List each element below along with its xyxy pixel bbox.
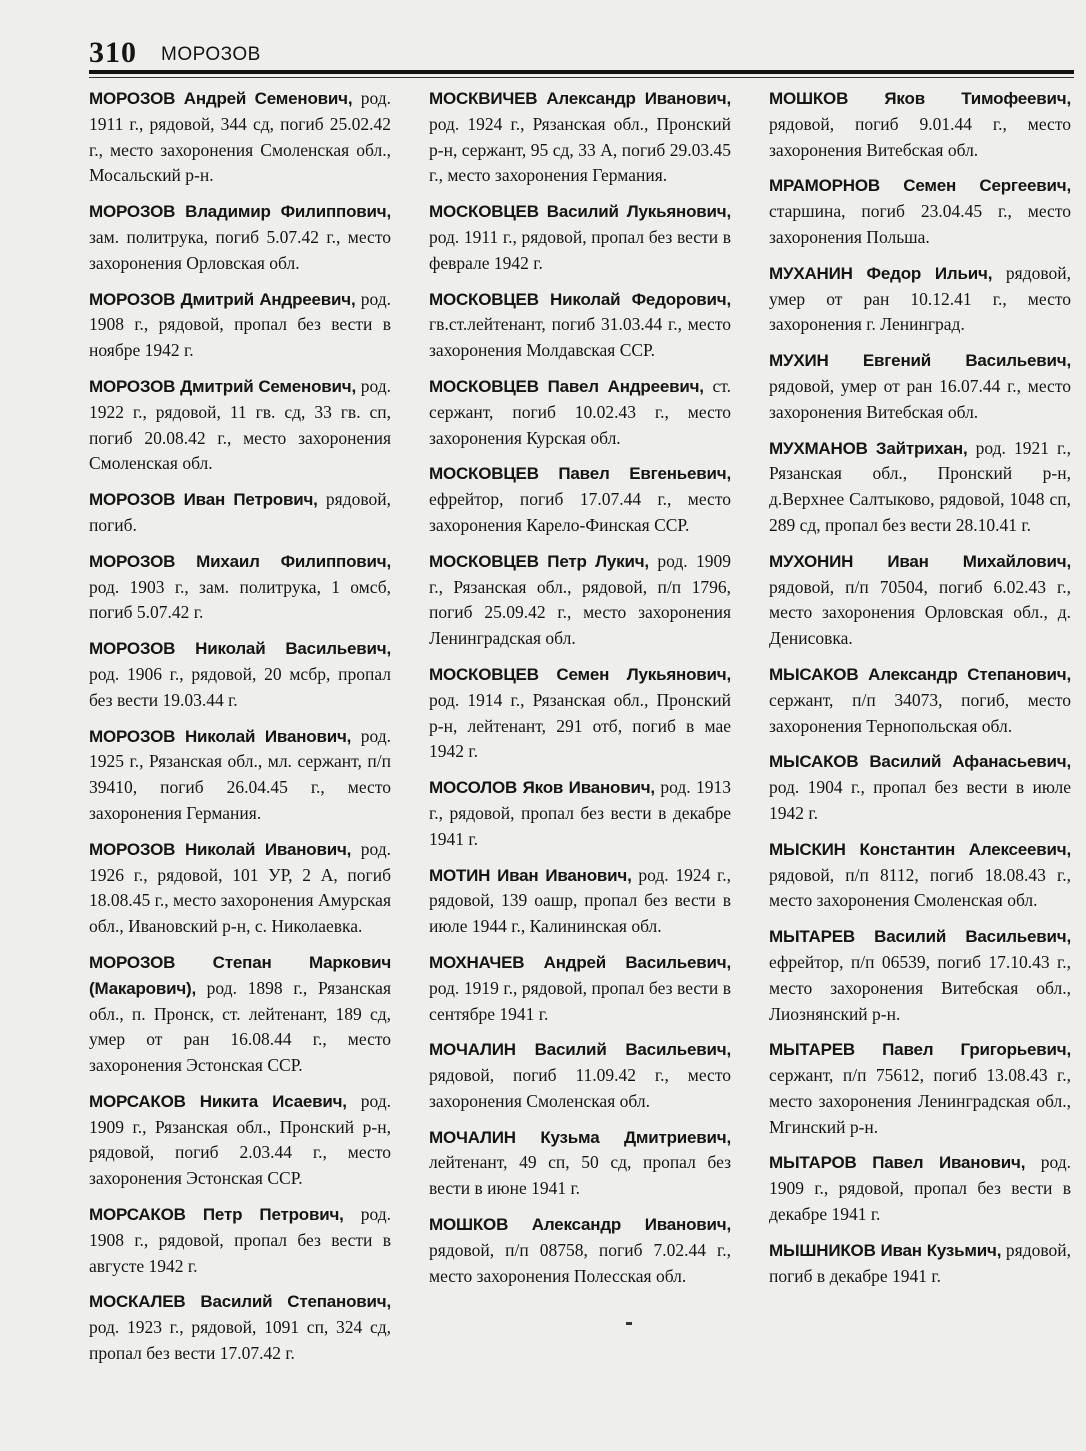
entry-name: МУХМАНОВ Зайтрихан, [769,438,968,458]
entry-name: МОРОЗОВ Николай Иванович, [89,839,352,859]
entry-details: рядовой, п/п 70504, погиб 6.02.43 г., место захоронения Орловская обл., д. Денисовка. [769,576,1071,649]
entry-name: МОТИН Иван Иванович, [429,865,632,885]
register-entry [769,1238,1071,1290]
entry-details: род. 1926 г., рядовой, 101 УР, 2 А, погиб 18.08.45 г., место захоронения Амурская обл., Ивановский р-н, с. Николаевка. [89,838,391,937]
entry-name: МОРОЗОВ Дмитрий Семенович, [89,376,357,396]
entry-name: МОШКОВ Яков Тимофеевич, [769,89,1071,108]
register-entry [769,261,1071,338]
entry-name: МЫШНИКОВ Иван Кузьмич, [769,1240,1002,1260]
register-entry [769,1037,1071,1140]
entry-name: МЫТАРЕВ Василий Васильевич, [769,927,1071,947]
entry-details: рядовой, погиб 11.09.42 г., место захоронения Смоленская обл. [429,1065,731,1111]
entry-name: МОШКОВ Александр Иванович, [429,1215,731,1235]
page-number: 310 [89,36,137,69]
entry-details: род. 1908 г., рядовой, пропал без вести в ноябре 1942 г. [89,288,391,361]
register-entry [429,950,731,1027]
register-entry [429,1037,731,1114]
entry-details: рядовой, погиб в декабре 1941 г. [769,1239,1071,1286]
entry-details: зам. политрука, погиб 5.07.42 г., место захоронения Орловская обл. [89,226,391,273]
entry-name: МОСКОВЦЕВ Василий Лукьянович, [429,202,731,222]
entry-name: МОРОЗОВ Николай Иванович, [89,726,352,746]
register-entry [769,749,1071,826]
entry-name: МОСКОВЦЕВ Павел Андреевич, [429,376,704,396]
register-entry [769,1150,1071,1227]
running-head: МОРОЗОВ [161,44,261,65]
entry-details: род. 1922 г., рядовой, 11 гв. сд, 33 гв. сп, погиб 20.08.42 г., место захоронения Смоленская обл. [89,375,392,474]
entry-name: МОСКАЛЕВ Василий Степанович, [89,1292,391,1312]
register-entry [429,549,731,652]
entry-details: род. 1924 г., Рязанская обл., Пронский р-н, сержант, 95 сд, 33 А, погиб 29.03.45 г., место захоронения Германия. [429,113,731,186]
entry-details: рядовой, умер от ран 16.07.44 г., место захоронения Витебская обл. [769,375,1071,422]
entry-details: рядовой, п/п 08758, погиб 7.02.44 г., место захоронения Полесская обл. [429,1239,731,1286]
entry-name: МОРСАКОВ Никита Исаевич, [89,1091,347,1111]
register-entry [89,1089,391,1192]
column-1 [89,86,391,1377]
register-entry [89,199,391,276]
register-entry [429,374,731,451]
register-entry [429,461,731,538]
register-entry [89,374,391,477]
entry-name: МЫСКИН Константин Алексеевич, [769,839,1071,859]
register-entry [769,924,1071,1027]
register-entry [429,287,731,364]
entry-details: род. 1909 г., рядовой, пропал без вести в декабре 1941 г. [769,1152,1071,1225]
register-entry [89,287,391,364]
entry-name: МОСОЛОВ Яков Иванович, [429,778,655,798]
entry-details: род. 1909 г., Рязанская обл., рядовой, п/п 1796, погиб 25.09.42 г., место захоронения Ленинградская обл. [429,550,731,649]
register-entry [769,173,1071,250]
register-entry [769,348,1071,425]
entry-name: МУХОНИН Иван Михайлович, [769,551,1071,571]
register-entry [89,549,391,626]
entry-name: МОЧАЛИН Василий Васильевич, [429,1040,731,1060]
register-entry [769,837,1071,914]
entry-name: МОРОЗОВ Андрей Семенович, [89,89,353,108]
register-entry [429,199,731,276]
register-entry [89,636,391,713]
entry-name: МЫТАРЕВ Павел Григорьевич, [769,1040,1071,1060]
entry-name: МОРОЗОВ Михаил Филиппович, [89,551,391,571]
register-entry [89,487,391,539]
register-entry [89,837,391,940]
register-entry [89,1289,391,1366]
column-2 [429,86,731,1299]
entry-details: рядовой, п/п 8112, погиб 18.08.43 г., место захоронения Смоленская обл. [769,864,1071,911]
entry-name: МЫСАКОВ Василий Афанасьевич, [769,752,1071,772]
register-entry [769,436,1071,539]
entry-details: род. 1919 г., рядовой, пропал без вести в сентябре 1941 г. [429,977,731,1024]
header-rule-thick [89,70,1074,74]
register-entry [89,950,391,1079]
entry-name: МОРОЗОВ Владимир Филиппович, [89,202,391,222]
entry-name: МОЧАЛИН Кузьма Дмитриевич, [429,1127,731,1147]
entry-name: МОХНАЧЕВ Андрей Васильевич, [429,952,731,972]
column-3 [769,86,1071,1299]
entry-details: ефрейтор, п/п 06539, погиб 17.10.43 г., место захоронения Витебская обл., Лиознянский р-н. [769,951,1071,1024]
register-entry [769,86,1071,163]
entry-details: род. 1909 г., Рязанская обл., Пронский р-н, рядовой, погиб 2.03.44 г., место захоронения Эстонская ССР. [89,1090,391,1189]
entry-name: МОСКВИЧЕВ Александр Иванович, [429,89,731,108]
entry-details: род. 1904 г., пропал без вести в июле 1942 г. [769,777,1071,823]
entry-name: МУХИН Евгений Васильевич, [769,351,1071,371]
entry-name: МОРОЗОВ Степан Маркович (Макарович), [89,952,391,998]
entry-details: рядовой, погиб 9.01.44 г., место захоронения Витебская обл. [769,113,1071,160]
entry-details: род. 1911 г., рядовой, пропал без вести в феврале 1942 г. [429,226,731,273]
register-entry [429,1125,731,1202]
entry-details: ефрейтор, погиб 17.07.44 г., место захоронения Карело-Финская ССР. [429,489,731,535]
entry-details: гв.ст.лейтенант, погиб 31.03.44 г., место захоронения Молдавская ССР. [429,314,731,361]
entry-name: МРАМОРНОВ Семен Сергеевич, [769,176,1071,196]
register-entry [89,724,391,827]
entry-name: МЫСАКОВ Александр Степанович, [769,664,1071,684]
stray-mark [626,1322,632,1325]
entry-name: МОСКОВЦЕВ Павел Евгеньевич, [429,464,731,484]
entry-details: род. 1913 г., рядовой, пропал без вести в декабре 1941 г. [429,777,731,849]
entry-name: МОРСАКОВ Петр Петрович, [89,1205,344,1225]
entry-details: род. 1921 г., Рязанская обл., Пронский р-н, д.Верхнее Салтыково, рядовой, 1048 сп, 289 сд, пропал без вести 28.10.41 г. [769,437,1071,535]
entry-details: род. 1898 г., Рязанская обл., п. Пронск, ст. лейтенант, 189 сд, умер от ран 16.08.44 г., место захоронения Эстонская ССР. [89,977,391,1076]
entry-details: род. 1908 г., рядовой, пропал без вести в августе 1942 г. [89,1204,391,1276]
register-entry [89,1202,391,1279]
entry-name: МУХАНИН Федор Ильич, [769,263,993,283]
entry-details: род. 1903 г., зам. политрука, 1 омсб, погиб 5.07.42 г. [89,576,391,623]
entry-details: род. 1914 г., Рязанская обл., Пронский р-н, лейтенант, 291 отб, погиб в мае 1942 г. [429,689,731,762]
entry-details: рядовой, погиб. [89,489,391,535]
entry-details: род. 1911 г., рядовой, 344 сд, погиб 25.02.42 г., место захоронения Смоленская обл., Мосальский р-н. [89,88,392,186]
entry-name: МОРОЗОВ Дмитрий Андреевич, [89,289,356,309]
entry-details: лейтенант, 49 сп, 50 сд, пропал без вести в июне 1941 г. [429,1152,731,1199]
entry-name: МОСКОВЦЕВ Петр Лукич, [429,551,649,571]
register-entry [429,86,731,189]
register-entry [89,86,391,189]
register-entry [429,1212,731,1289]
entry-details: рядовой, умер от ран 10.12.41 г., место захоронения г. Ленинград. [769,262,1072,335]
entry-name: МОРОЗОВ Иван Петрович, [89,490,318,510]
register-entry [769,549,1071,652]
entry-name: МЫТАРОВ Павел Иванович, [769,1153,1026,1173]
register-entry [429,775,731,852]
entry-details: сержант, п/п 75612, погиб 13.08.43 г., место захоронения Ленинградская обл., Мгинский р-н. [769,1065,1071,1137]
entry-details: род. 1925 г., Рязанская обл., мл. сержант, п/п 39410, погиб 26.04.45 г., место захоронения Германия. [89,725,391,823]
entry-details: род. 1924 г., рядовой, 139 оашр, пропал без вести в июле 1944 г., Калининская обл. [429,864,731,937]
entry-details: сержант, п/п 34073, погиб, место захоронения Тернопольская обл. [769,689,1071,736]
register-entry [429,863,731,940]
entry-name: МОРОЗОВ Николай Васильевич, [89,639,391,659]
page-header [89,38,1069,68]
register-entry [769,662,1071,739]
entry-name: МОСКОВЦЕВ Семен Лукьянович, [429,664,731,684]
entry-details: ст. сержант, погиб 10.02.43 г., место захоронения Курская обл. [429,375,731,448]
entry-details: старшина, погиб 23.04.45 г., место захоронения Польша. [769,201,1071,247]
register-entry [429,662,731,765]
entry-details: род. 1923 г., рядовой, 1091 сп, 324 сд, пропал без вести 17.07.42 г. [89,1317,391,1364]
header-rule-thin [89,77,1074,78]
entry-name: МОСКОВЦЕВ Николай Федорович, [429,289,731,309]
entry-details: род. 1906 г., рядовой, 20 мсбр, пропал без вести 19.03.44 г. [89,663,391,710]
